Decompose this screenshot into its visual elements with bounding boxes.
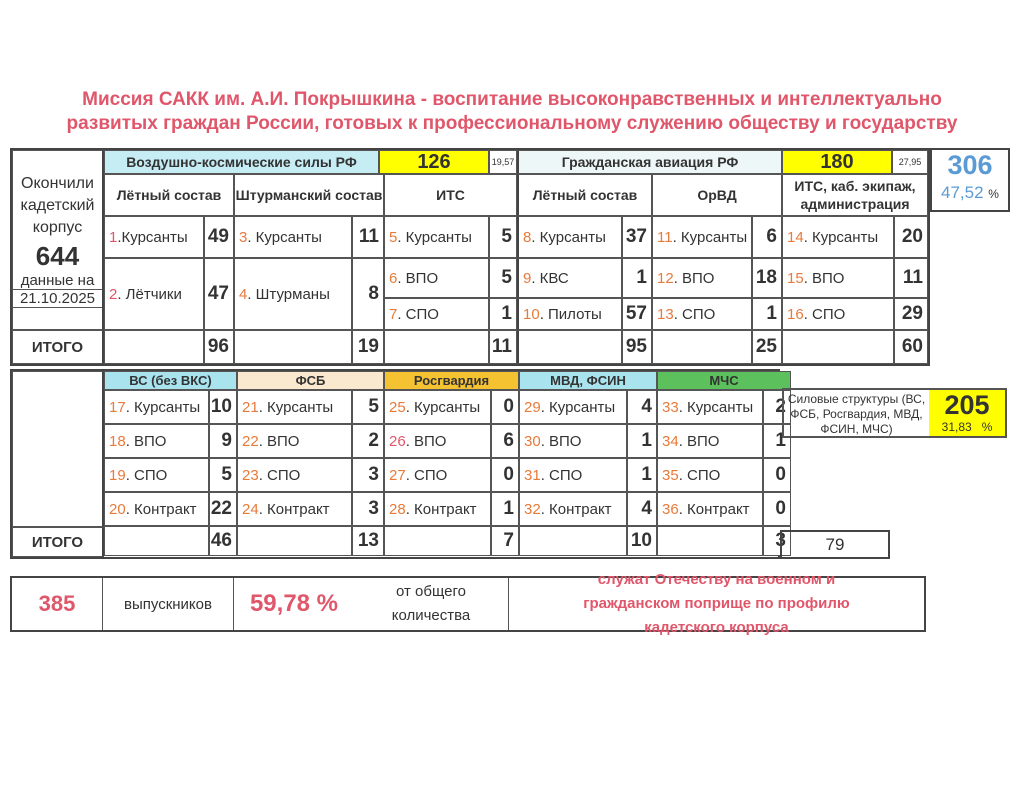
value-7: 1 (489, 298, 517, 330)
row-9: 9 . КВС (517, 258, 622, 298)
empty-cell (517, 330, 622, 364)
ga-group-atc: ОрВД (652, 174, 782, 216)
mission-title-line2: развитых граждан России, готовых к профессиональному служению обществу и государству (66, 113, 958, 134)
power-row-label: 32 . Контракт (519, 492, 627, 526)
power-total-label: ИТОГО (12, 527, 104, 557)
power-row-value: 10 (209, 390, 237, 424)
mission-title-line1: Миссия САКК им. А.И. Покрышкина - воспитание высоконравственных и интеллектуально (82, 89, 942, 110)
power-summary (782, 388, 1007, 438)
power-group-header: ФСБ (237, 371, 384, 390)
value-10: 57 (622, 298, 652, 330)
ga-atc-total: 25 (752, 330, 782, 364)
row-1: 1 .Курсанты (104, 216, 204, 258)
power-row-label: 29 . Курсанты (519, 390, 627, 424)
date-value: 21.10.2025 (13, 289, 102, 308)
empty-cell (384, 330, 489, 364)
vks-header: Воздушно-космические силы РФ (104, 150, 379, 174)
power-group-header: ВС (без ВКС) (104, 371, 237, 390)
power-row-label: 18 . ВПО (104, 424, 209, 458)
power-row-value: 1 (763, 424, 791, 458)
its-total: 11 (489, 330, 517, 364)
ga-header: Гражданская авиация РФ (517, 150, 782, 174)
row-2: 2 . Лётчики (104, 258, 204, 330)
row-4: 4 . Штурманы (234, 258, 352, 330)
ga-total: 180 (782, 150, 892, 174)
row-6: 6 . ВПО (384, 258, 489, 298)
total-label: ИТОГО (12, 330, 104, 364)
footer-count-label: выпускников (103, 578, 234, 630)
value-9: 1 (622, 258, 652, 298)
power-row-label: 36 . Контракт (657, 492, 763, 526)
footer-percent-label: от общего количества (354, 578, 509, 630)
power-group-header: МВД, ФСИН (519, 371, 657, 390)
power-row-label: 26 . ВПО (384, 424, 491, 458)
vks-group-its: ИТС (384, 174, 517, 216)
power-row-label: 19 . СПО (104, 458, 209, 492)
power-row-value: 4 (627, 390, 657, 424)
row-12: 12 . ВПО (652, 258, 752, 298)
row-13: 13 . СПО (652, 298, 752, 330)
empty-cell (12, 371, 104, 527)
power-row-value: 0 (491, 458, 519, 492)
value-3: 11 (352, 216, 384, 258)
power-row-value: 3 (352, 458, 384, 492)
power-row-value: 1 (627, 424, 657, 458)
value-4: 8 (352, 258, 384, 330)
power-row-value: 0 (763, 458, 791, 492)
power-row-value: 0 (491, 390, 519, 424)
row-5: 5 . Курсанты (384, 216, 489, 258)
power-group-total: 13 (352, 526, 384, 556)
ga-percent: 27,95 (892, 150, 928, 174)
power-group-header: Росгвардия (384, 371, 519, 390)
power-row-value: 4 (627, 492, 657, 526)
value-6: 5 (489, 258, 517, 298)
power-row-value: 2 (763, 390, 791, 424)
power-summary-label: Силовые структуры (ВС, ФСБ, Росгвардия, МВД, ФСИН, МЧС) (787, 392, 926, 436)
footer-count: 385 (12, 578, 103, 630)
graduated-label: Окончили кадетский корпус (20, 174, 95, 236)
footer-percent: 59,78 % (249, 590, 339, 617)
empty-cell (519, 526, 627, 556)
row-8: 8 . Курсанты (517, 216, 622, 258)
power-row-label: 35 . СПО (657, 458, 763, 492)
ga-flight-total: 95 (622, 330, 652, 364)
value-14: 20 (894, 216, 928, 258)
power-row-label: 30 . ВПО (519, 424, 627, 458)
power-row-label: 24 . Контракт (237, 492, 352, 526)
empty-cell (104, 526, 209, 556)
aviation-summary (930, 148, 1010, 212)
power-group-total: 46 (209, 526, 237, 556)
row-11: 11 . Курсанты (652, 216, 752, 258)
power-row-value: 0 (763, 492, 791, 526)
power-row-label: 20 . Контракт (104, 492, 209, 526)
power-row-label: 33 . Курсанты (657, 390, 763, 424)
navigator-total: 19 (352, 330, 384, 364)
power-group-header: МЧС (657, 371, 791, 390)
power-row-label: 17 . Курсанты (104, 390, 209, 424)
empty-cell (384, 526, 491, 556)
power-row-value: 3 (352, 492, 384, 526)
row-14: 14 . Курсанты (782, 216, 894, 258)
ga-its-total: 60 (894, 330, 928, 364)
power-summary-percent: 31,83 (941, 420, 972, 434)
power-row-label: 31 . СПО (519, 458, 627, 492)
value-13: 1 (752, 298, 782, 330)
power-summary-values: 205 31,83 % (929, 390, 1005, 436)
power-row-label: 25 . Курсанты (384, 390, 491, 424)
vks-total: 126 (379, 150, 489, 174)
graduates-total: 644 (35, 240, 80, 271)
value-5: 5 (489, 216, 517, 258)
power-row-value: 2 (352, 424, 384, 458)
power-row-value: 5 (209, 458, 237, 492)
power-group-total: 7 (491, 526, 519, 556)
power-grand-total: 79 (780, 530, 890, 559)
value-2: 47 (204, 258, 234, 330)
value-8: 37 (622, 216, 652, 258)
power-group-total: 10 (627, 526, 657, 556)
footer-summary (10, 571, 926, 636)
empty-cell (782, 330, 894, 364)
power-row-value: 9 (209, 424, 237, 458)
value-11: 6 (752, 216, 782, 258)
power-row-label: 21 . Курсанты (237, 390, 352, 424)
value-15: 11 (894, 258, 928, 298)
power-row-value: 5 (352, 390, 384, 424)
power-row-value: 1 (491, 492, 519, 526)
empty-cell (104, 330, 204, 364)
power-row-value: 6 (491, 424, 519, 458)
power-row-value: 22 (209, 492, 237, 526)
empty-cell (234, 330, 352, 364)
power-row-label: 34 . ВПО (657, 424, 763, 458)
ga-group-its: ИТС, каб. экипаж, администрация (782, 174, 928, 216)
value-12: 18 (752, 258, 782, 298)
power-group-total: 3 (763, 526, 791, 556)
power-summary-total: 205 (944, 390, 990, 420)
row-10: 10 . Пилоты (517, 298, 622, 330)
flight-total: 96 (204, 330, 234, 364)
value-1: 49 (204, 216, 234, 258)
aviation-table (10, 148, 930, 366)
footer-message: служат Отечеству на военном и гражданском поприще по профилю кадетского корпуса (583, 571, 850, 636)
power-row-label: 23 . СПО (237, 458, 352, 492)
row-3: 3 . Курсанты (234, 216, 352, 258)
value-16: 29 (894, 298, 928, 330)
empty-cell (237, 526, 352, 556)
row-7: 7 . СПО (384, 298, 489, 330)
aviation-percent: 47,52 % (941, 183, 999, 202)
power-row-value: 1 (627, 458, 657, 492)
vks-percent: 19,57 (489, 150, 517, 174)
empty-cell (657, 526, 763, 556)
vks-group-navigator: Штурманский состав (234, 174, 384, 216)
power-row-label: 22 . ВПО (237, 424, 352, 458)
power-row-label: 27 . СПО (384, 458, 491, 492)
power-row-label: 28 . Контракт (384, 492, 491, 526)
row-15: 15 . ВПО (782, 258, 894, 298)
graduates-panel (12, 150, 104, 330)
vks-group-flight: Лётный состав (104, 174, 234, 216)
ga-group-flight: Лётный состав (517, 174, 652, 216)
empty-cell (652, 330, 752, 364)
row-16: 16 . СПО (782, 298, 894, 330)
aviation-total: 306 (947, 150, 993, 180)
date-label: данные на (20, 271, 95, 289)
